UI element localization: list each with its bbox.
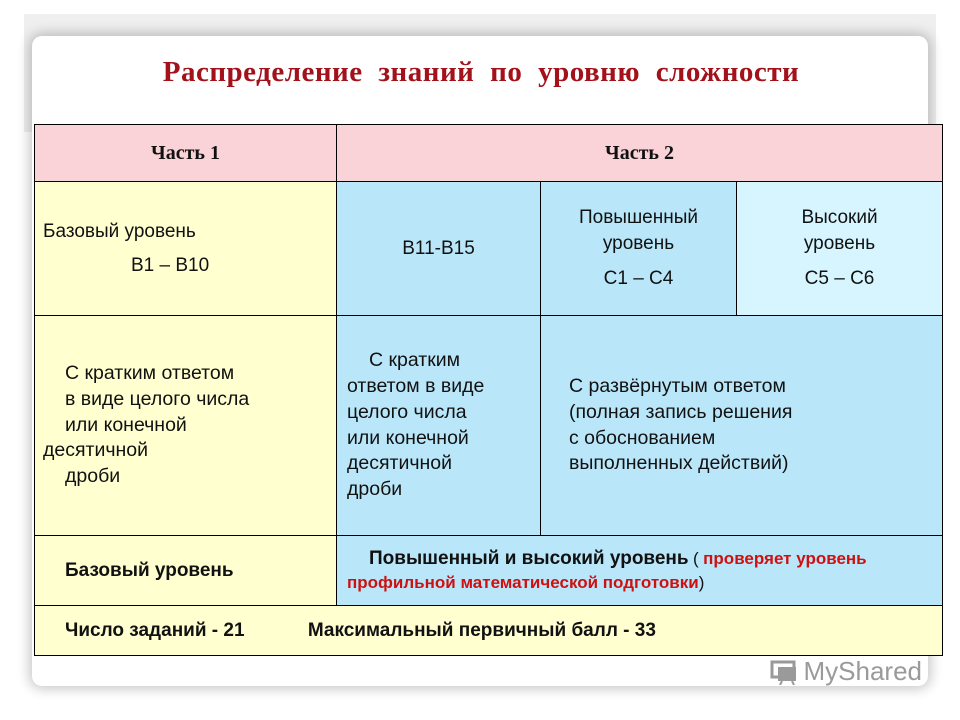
answer-line: в виде целого числа [65,387,250,410]
answer-line: дроби [65,465,121,488]
high-label-line1: Высокий [801,207,878,229]
difficulty-table [34,124,943,656]
watermark-logo [770,656,923,687]
cell-short-answer-part2 [337,316,541,536]
answer-line: С кратким [369,348,461,371]
advanced-high-label: Повышенный и высокий уровень [369,548,689,570]
cell-extended-answer [541,316,943,536]
cell-basic-level [35,182,337,316]
header-part1: Часть 1 [35,125,337,182]
paren-open: ( [693,549,699,569]
answer-line: десятичной [43,439,149,462]
answer-line: целого числа [347,400,467,423]
cell-advanced-level [541,182,737,316]
answer-line: дроби [347,478,403,501]
answer-line: или конечной [347,426,469,449]
checks-note: проверяет уровень профильной математической подготовки [347,549,867,592]
cell-basic-level-summary [35,536,337,606]
answer-line: (полная запись решения [569,400,793,423]
paren-close: ) [698,572,705,592]
high-range: С5 – С6 [804,268,875,290]
task-count: Число заданий - 21 [65,619,245,641]
answer-line: десятичной [347,452,453,475]
answer-line: с обоснованием [569,426,716,449]
basic-level-summary: Базовый уровень [65,559,234,581]
max-score: Максимальный первичный балл - 33 [307,619,656,641]
answer-line: С развёрнутым ответом [569,374,786,397]
b11-range: В11-В15 [402,237,475,259]
projector-screen-icon [770,659,800,685]
answer-line: ответом в виде [347,374,485,397]
answer-line: выполненных действий) [569,452,789,475]
advanced-label-line2: уровень [602,232,675,254]
cell-high-level [737,182,943,316]
page-title: Распределение знаний по уровню сложности [162,56,800,88]
cell-short-answer-part1 [35,316,337,536]
basic-level-label: Базовый уровень [43,221,196,243]
header-part2: Часть 2 [337,125,943,182]
answer-line: или конечной [65,413,187,436]
advanced-range: С1 – С4 [603,268,674,290]
cell-b11 [337,182,541,316]
watermark-text: MyShared [803,656,922,686]
cell-totals [35,606,943,656]
advanced-label-line1: Повышенный [578,207,699,229]
basic-level-range: В1 – В10 [131,254,210,276]
cell-advanced-high-summary [337,536,943,606]
high-label-line2: уровень [803,232,876,254]
answer-line: С кратким ответом [65,361,235,384]
